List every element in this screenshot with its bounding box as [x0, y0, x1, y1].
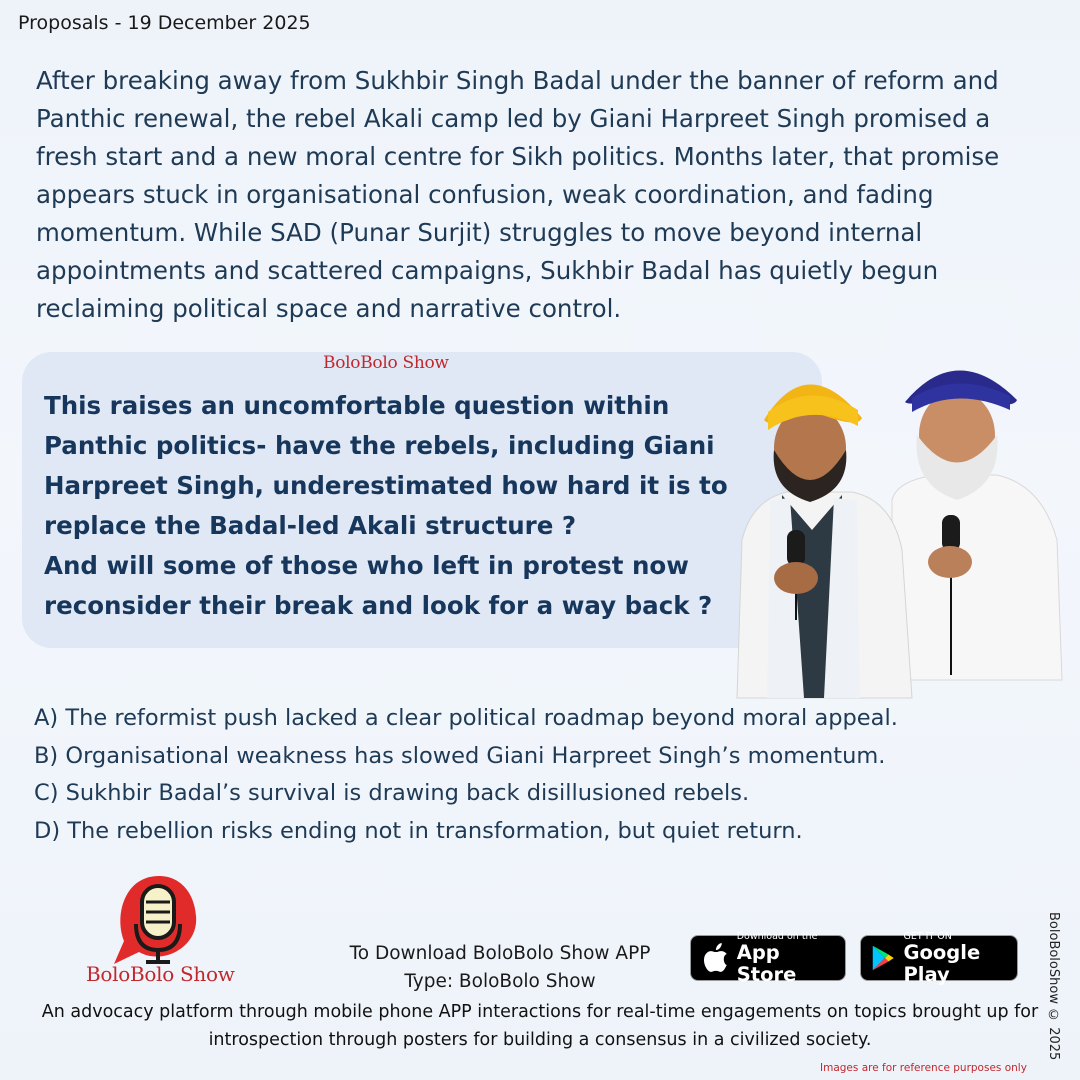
app-store-button[interactable] [690, 930, 846, 986]
playstore-small-label: GET IT ON [903, 930, 952, 942]
disclaimer: Images are for reference purposes only [820, 1062, 1027, 1074]
page-header: Proposals - 19 December 2025 [18, 12, 311, 34]
person-right [892, 370, 1062, 680]
brand-watermark: BoloBolo Show [323, 353, 449, 373]
option-d: D) The rebellion risks ending not in transformation, but quiet return. [34, 817, 803, 844]
apple-icon [703, 943, 729, 973]
option-a: A) The reformist push lacked a clear political roadmap beyond moral appeal. [34, 705, 898, 731]
copyright-notice: BoloBoloShow © 2025 [1046, 912, 1061, 1061]
download-line-1: To Download BoloBolo Show APP [349, 943, 651, 964]
download-line-2: Type: BoloBolo Show [404, 971, 596, 992]
google-play-button[interactable] [860, 930, 1018, 986]
google-play-icon [871, 943, 896, 973]
option-b: B) Organisational weakness has slowed Giani Harpreet Singh’s momentum. [34, 742, 886, 769]
logo-text: BoloBolo Show [86, 962, 235, 986]
question-line-1: This raises an uncomfortable question within Panthic politics- have the rebels, including Giani Harpreet Singh, underestimated how hard it is to replace the Badal-led Akali structure ? [44, 391, 728, 540]
question-line-2: And will some of those who left in protest now reconsider their break and look for a way back ? [44, 551, 713, 620]
tagline: An advocacy platform through mobile phone APP interactions for real-time engagements on topics brought up for introspection through posters for building a consensus in a civilized society. [41, 1002, 1039, 1050]
intro-paragraph: After breaking away from Sukhbir Singh Badal under the banner of reform and Panthic renewal, the rebel Akali camp led by Giani Harpreet Singh promised a fresh start and a new moral centre for Sikh politics. Months later, that promise appears stuck in organisational confusion, weak coordination, and fading momentum. While SAD (Punar Surjit) struggles to move beyond internal appointments and scattered campaigns, Sukhbir Badal has quietly begun reclaiming political space and narrative control. [36, 66, 1000, 323]
appstore-small-label: Download on the [736, 930, 818, 942]
portraits-illustration [712, 340, 1072, 700]
appstore-big-label: App Store [736, 940, 797, 986]
playstore-big-label: Google Play [903, 940, 981, 986]
question-text [44, 386, 764, 626]
person-left [737, 384, 912, 698]
option-c: C) Sukhbir Badal’s survival is drawing back disillusioned rebels. [34, 780, 750, 806]
options-list [34, 700, 1054, 850]
download-instructions [330, 940, 670, 996]
